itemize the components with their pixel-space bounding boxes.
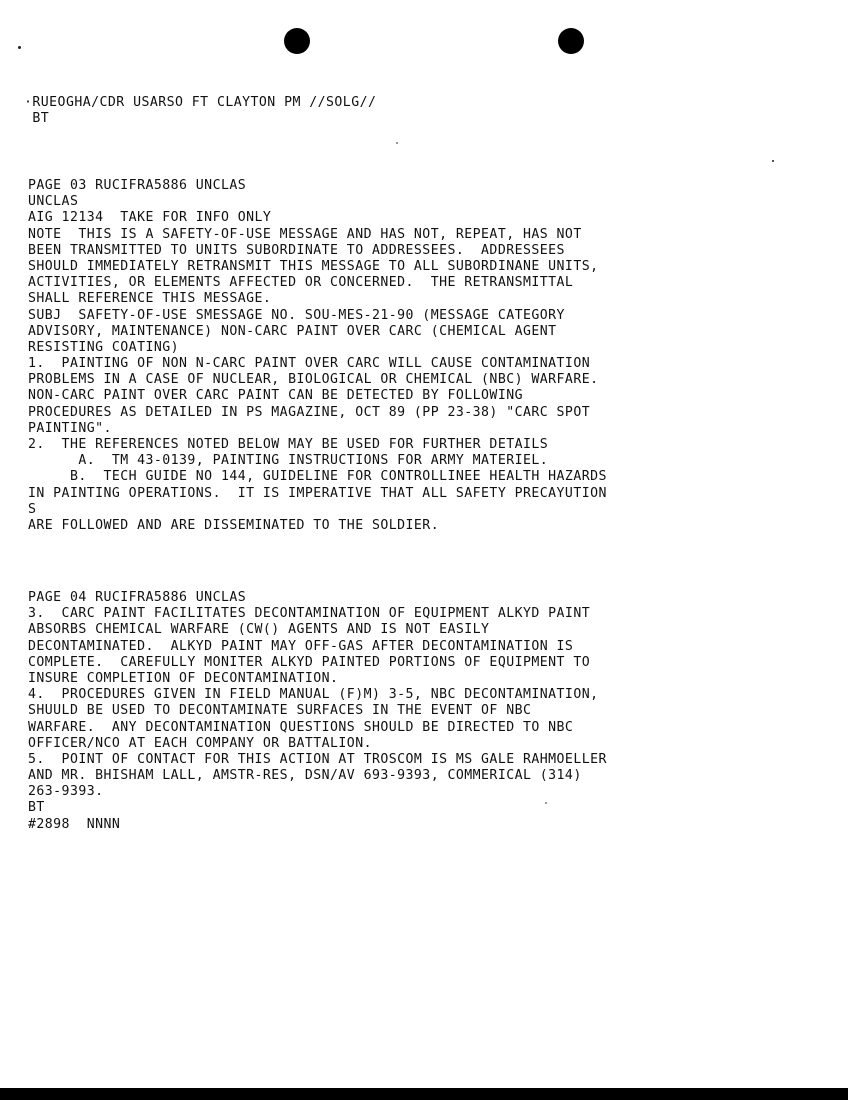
punch-hole-right xyxy=(558,28,584,54)
message-line: SHALL REFERENCE THIS MESSAGE. xyxy=(28,291,272,307)
punch-hole-left xyxy=(284,28,310,54)
message-line: NON-CARC PAINT OVER CARC PAINT CAN BE DETECTED BY FOLLOWING xyxy=(28,388,523,404)
message-line: BT xyxy=(28,800,45,816)
message-line: SHOULD IMMEDIATELY RETRANSMIT THIS MESSAGE TO ALL SUBORDINANE UNITS, xyxy=(28,258,599,274)
scan-speck xyxy=(18,46,21,49)
message-line: WARFARE. ANY DECONTAMINATION QUESTIONS SHOULD BE DIRECTED TO NBC xyxy=(28,719,574,735)
message-line: UNCLAS xyxy=(28,194,79,210)
message-line: PAGE 04 RUCIFRA5886 UNCLAS xyxy=(28,590,247,605)
message-line: INSURE COMPLETION OF DECONTAMINATION. xyxy=(28,670,339,686)
message-line: A. TM 43-0139, PAINTING INSTRUCTIONS FOR ARMY MATERIEL. xyxy=(28,453,549,469)
message-line: 4. PROCEDURES GIVEN IN FIELD MANUAL (F)M) 3-5, NBC DECONTAMINATION, xyxy=(28,687,599,703)
message-line: ·RUEOGHA/CDR USARSO FT CLAYTON PM //SOLG// xyxy=(24,95,377,110)
message-routing-header xyxy=(24,95,376,127)
message-line: #2898 NNNN xyxy=(28,816,121,832)
message-line: DECONTAMINATED. ALKYD PAINT MAY OFF-GAS AFTER DECONTAMINATION IS xyxy=(28,638,574,654)
scan-bottom-border xyxy=(0,1088,848,1100)
message-line: PAGE 03 RUCIFRA5886 UNCLAS xyxy=(28,178,247,193)
message-line: PAINTING". xyxy=(28,420,112,436)
message-page-04 xyxy=(28,590,607,833)
message-page-03 xyxy=(28,178,607,534)
message-line: PROBLEMS IN A CASE OF NUCLEAR, BIOLOGICAL OR CHEMICAL (NBC) WARFARE. xyxy=(28,372,599,388)
message-line: 1. PAINTING OF NON N-CARC PAINT OVER CARC WILL CAUSE CONTAMINATION xyxy=(28,356,591,372)
message-line: PROCEDURES AS DETAILED IN PS MAGAZINE, OCT 89 (PP 23-38) "CARC SPOT xyxy=(28,404,591,420)
scan-speck xyxy=(396,142,398,144)
message-line: AND MR. BHISHAM LALL, AMSTR-RES, DSN/AV 693-9393, COMMERICAL (314) xyxy=(28,768,582,784)
message-line: 263-9393. xyxy=(28,784,104,800)
message-line: IN PAINTING OPERATIONS. IT IS IMPERATIVE THAT ALL SAFETY PRECAYUTION xyxy=(28,485,607,501)
message-line: ADVISORY, MAINTENANCE) NON-CARC PAINT OVER CARC (CHEMICAL AGENT xyxy=(28,323,557,339)
message-line: BEEN TRANSMITTED TO UNITS SUBORDINATE TO ADDRESSEES. ADDRESSEES xyxy=(28,242,565,258)
message-line: RESISTING COATING) xyxy=(28,339,180,355)
message-line: 5. POINT OF CONTACT FOR THIS ACTION AT TROSCOM IS MS GALE RAHMOELLER xyxy=(28,751,607,767)
scan-speck xyxy=(772,160,774,162)
message-line: ACTIVITIES, OR ELEMENTS AFFECTED OR CONCERNED. THE RETRANSMITTAL xyxy=(28,275,574,291)
message-line: NOTE THIS IS A SAFETY-OF-USE MESSAGE AND HAS NOT, REPEAT, HAS NOT xyxy=(28,226,582,242)
message-line: 3. CARC PAINT FACILITATES DECONTAMINATION OF EQUIPMENT ALKYD PAINT xyxy=(28,606,591,622)
message-line: AIG 12134 TAKE FOR INFO ONLY xyxy=(28,210,272,226)
message-line: S xyxy=(28,501,37,517)
message-line: 2. THE REFERENCES NOTED BELOW MAY BE USED FOR FURTHER DETAILS xyxy=(28,437,549,452)
message-line: COMPLETE. CAREFULLY MONITER ALKYD PAINTED PORTIONS OF EQUIPMENT TO xyxy=(28,654,591,670)
message-line: BT xyxy=(24,111,50,127)
message-line: OFFICER/NCO AT EACH COMPANY OR BATTALION. xyxy=(28,735,372,751)
message-line: ABSORBS CHEMICAL WARFARE (CW() AGENTS AND IS NOT EASILY xyxy=(28,622,490,638)
message-line: ARE FOLLOWED AND ARE DISSEMINATED TO THE SOLDIER. xyxy=(28,517,440,533)
message-line: SUBJ SAFETY-OF-USE SMESSAGE NO. SOU-MES-21-90 (MESSAGE CATEGORY xyxy=(28,307,565,323)
message-line: SHUULD BE USED TO DECONTAMINATE SURFACES IN THE EVENT OF NBC xyxy=(28,703,532,719)
message-line: B. TECH GUIDE NO 144, GUIDELINE FOR CONTROLLINEE HEALTH HAZARDS xyxy=(28,469,607,485)
